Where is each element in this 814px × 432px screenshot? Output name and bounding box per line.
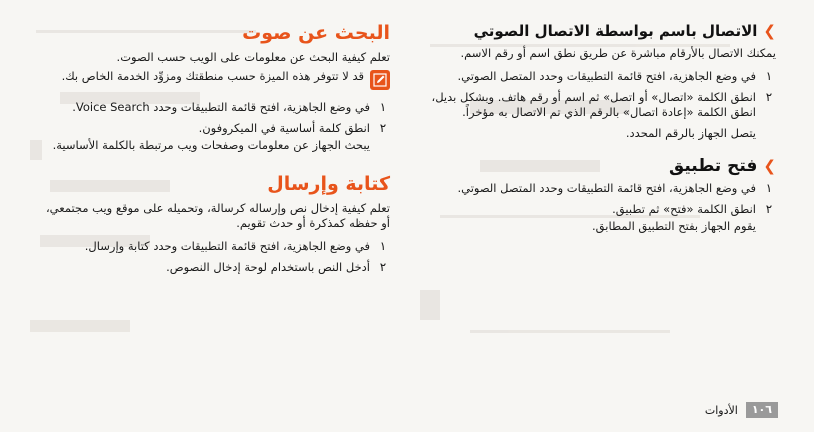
step-text: انطق الكلمة «اتصال» أو اتصل» ثم اسم أو رقم هاتف. وبشكل بديل، انطق الكلمة «إعادة اتصال» بالرقم الذي تم الاتصال به مؤخراً.	[431, 90, 756, 119]
step-text: في وضع الجاهزية، افتح قائمة التطبيقات وحدد المتصل الصوتي.	[457, 69, 756, 83]
open-app-title: فتح تطبيق	[669, 156, 758, 176]
note-text: قد لا تتوفر هذه الميزة حسب منطقتك ومزوِّد الخدمة الخاص بك.	[61, 69, 364, 83]
voice-dial-intro: يمكنك الاتصال بالأرقام مباشرة عن طريق نطق اسم أو رقم الاسم.	[460, 46, 776, 60]
step-number: ٢	[379, 121, 387, 135]
write-send-step-1	[34, 239, 390, 254]
section-chevron-icon: ❯	[763, 21, 776, 40]
write-send-intro: تعلم كيفية إدخال نص وإرساله كرسالة، وتحميله على موقع ويب مجتمعي، أو حفظه كمذكرة أو حدث تقويم.	[45, 201, 390, 230]
write-send-title: كتابة وإرسال	[267, 173, 390, 195]
note-pencil-icon	[370, 70, 390, 90]
step-number: ١	[379, 100, 387, 114]
section-chevron-icon: ❯	[763, 156, 776, 175]
open-app-heading	[420, 157, 776, 175]
step-number: ٢	[379, 260, 387, 274]
step-number: ١	[379, 239, 387, 253]
step-number: ٢	[765, 90, 773, 104]
voice-search-title: البحث عن صوت	[242, 22, 390, 44]
step-number: ١	[765, 69, 773, 83]
left-column	[34, 22, 390, 281]
step-number: ٢	[765, 202, 773, 216]
step-text: في وضع الجاهزية، افتح قائمة التطبيقات وحدد كتابة وإرسال.	[84, 239, 370, 253]
voice-search-step-1	[34, 100, 390, 115]
voice-search-intro: تعلم كيفية البحث عن معلومات على الويب حسب الصوت.	[116, 50, 390, 64]
open-app-step-1	[420, 181, 776, 196]
voice-search-note	[34, 69, 390, 90]
step-text: انطق كلمة أساسية في الميكروفون.	[198, 121, 370, 135]
voice-dial-result: يتصل الجهاز بالرقم المحدد.	[625, 126, 756, 140]
voice-dial-heading	[420, 22, 776, 40]
footer-section-label: الأدوات	[704, 403, 738, 417]
voice-dial-title: الاتصال باسم بواسطة الاتصال الصوتي	[473, 22, 758, 40]
step-text: أدخل النص باستخدام لوحة إدخال النصوص.	[166, 260, 370, 274]
voice-dial-step-2	[420, 90, 776, 120]
open-app-result: يقوم الجهاز بفتح التطبيق المطابق.	[592, 219, 756, 233]
page-footer	[705, 402, 778, 418]
write-send-step-2	[34, 260, 390, 275]
step-text: في وضع الجاهزية، افتح قائمة التطبيقات وحدد Voice Search.	[72, 100, 370, 114]
voice-dial-step-1	[420, 69, 776, 84]
right-column	[420, 22, 776, 240]
voice-search-result: يبحث الجهاز عن معلومات وصفحات ويب مرتبطة بالكلمة الأساسية.	[52, 138, 370, 152]
step-text: انطق الكلمة «فتح» ثم تطبيق.	[612, 202, 756, 216]
page-number: ١٠٦	[746, 402, 778, 418]
voice-search-step-2	[34, 121, 390, 136]
step-text: في وضع الجاهزية، افتح قائمة التطبيقات وحدد المتصل الصوتي.	[457, 181, 756, 195]
open-app-step-2	[420, 202, 776, 217]
step-number: ١	[765, 181, 773, 195]
